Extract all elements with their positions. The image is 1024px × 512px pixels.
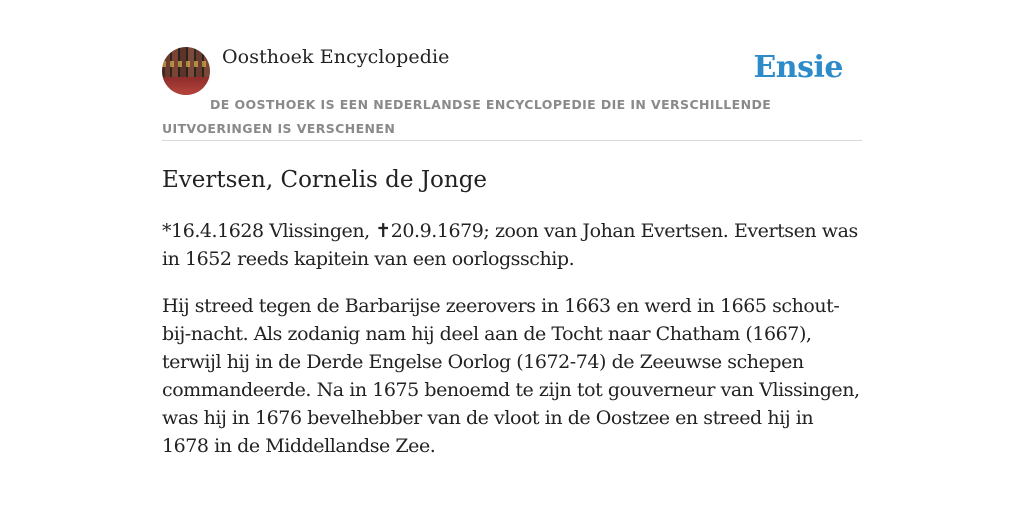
entry-paragraph: *16.4.1628 Vlissingen, ✝20.9.1679; zoon van Johan Evertsen. Evertsen was in 1652 reeds kapitein van een oorlogsschip. — [162, 220, 858, 270]
entry-paragraph: Hij streed tegen de Barbarijse zeerovers in 1663 en werd in 1665 schout-bij-nacht. Als zodanig nam hij deel aan de Tocht naar Chatham (1667), terwijl hij in de Derde Engelse Oorlog (1672-74) de Zeeuwse schepen commandeerde. Na in 1675 benoemd te zijn tot gouverneur van Vlissingen, was hij in 1676 bevelhebber van de vloot in de Oostzee en streed hij in 1678 in de Middellandse Zee. — [162, 295, 860, 457]
entry-title: Evertsen, Cornelis de Jonge — [162, 167, 488, 193]
source-title[interactable]: Oosthoek Encyclopedie — [222, 46, 450, 68]
encyclopedia-card — [162, 44, 862, 460]
encyclopedia-books-icon[interactable] — [162, 47, 210, 95]
card-header — [162, 44, 862, 141]
source-tagline: DE OOSTHOEK IS EEN NEDERLANDSE ENCYCLOPEDIE DIE IN VERSCHILLENDE UITVOERINGEN IS VERSCHENEN — [162, 97, 772, 136]
ensie-logo[interactable]: Ensie — [753, 50, 843, 85]
